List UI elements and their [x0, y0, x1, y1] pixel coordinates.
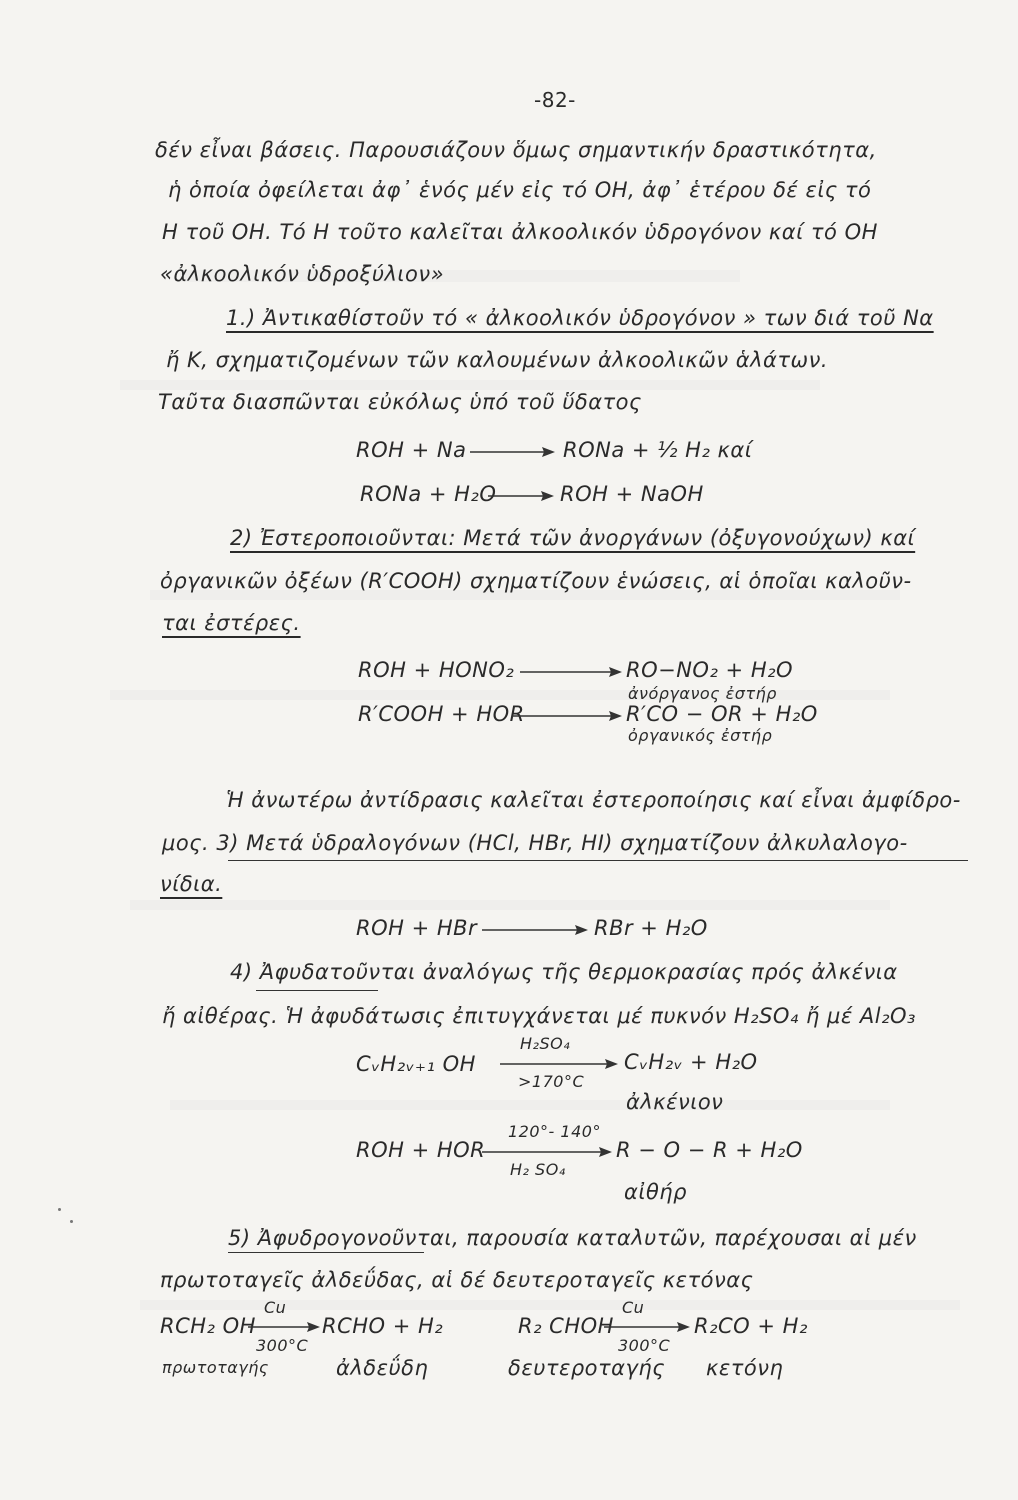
reaction-arrow	[604, 1321, 690, 1333]
equation-left: CᵥH₂ᵥ₊₁ OH	[356, 1052, 476, 1076]
text-line: 5) Ἀφυδρογονοῦνται, παρουσία καταλυτῶν, παρέχουσαι αἱ μέν	[228, 1226, 917, 1250]
equation-left: R′COOH + HOR	[358, 702, 525, 726]
underline	[228, 860, 968, 861]
reaction-arrow	[482, 1146, 612, 1158]
equation-note: αἰθήρ	[624, 1180, 687, 1204]
equation-left: RONa + H₂O	[360, 482, 497, 506]
equation-note: ἀλκένιον	[626, 1090, 724, 1114]
arrow-condition-above: H₂SO₄	[520, 1034, 571, 1053]
speck	[58, 1208, 61, 1211]
text-line: 4) Ἀφυδατοῦνται ἀναλόγως τῆς θερμοκρασίας πρός ἀλκένια	[230, 960, 898, 984]
equation-left: RCH₂ OH	[160, 1314, 256, 1338]
underline	[228, 1252, 424, 1253]
text-line: Η τοῦ ΟΗ. Τό Η τοῦτο καλεῖται ἀλκοολικόν ὑδρογόνον καί τό ΟΗ	[162, 220, 878, 244]
bleed-through	[120, 380, 820, 390]
underline	[256, 990, 378, 991]
reaction-arrow	[248, 1321, 320, 1333]
text-line: ἤ αἰθέρας. Ἡ ἀφυδάτωσις ἐπιτυγχάνεται μέ πυκνόν H₂SO₄ ἤ μέ Al₂O₃	[162, 1004, 916, 1028]
equation-note: δευτεροταγής	[508, 1356, 666, 1380]
text-line: «ἀλκοολικόν ὑδροξύλιον»	[160, 262, 445, 286]
equation-right: R₂CO + H₂	[694, 1314, 808, 1338]
arrow-condition-below: >170°C	[518, 1072, 585, 1091]
equation-note: κετόνη	[706, 1356, 784, 1380]
text-line: Ἡ ἀνωτέρω ἀντίδρασις καλεῖται ἐστεροποίησις καί εἶναι ἀμφίδρο-	[226, 788, 961, 812]
text-line: δέν εἶναι βάσεις. Παρουσιάζουν ὅμως σημαντικήν δραστικότητα,	[155, 138, 877, 162]
equation-note: ὀργανικός ἐστήρ	[628, 726, 773, 745]
equation-left: ROH + HOR	[356, 1138, 486, 1162]
text-line: 2) Ἐστεροποιοῦνται: Μετά τῶν ἀνοργάνων (ὀξυγονούχων) καί	[230, 526, 916, 550]
text-line: Ταῦτα διασπῶνται εὐκόλως ὑπό τοῦ ὕδατος	[158, 390, 642, 414]
equation-right: RO−NO₂ + H₂O	[626, 658, 794, 682]
arrow-condition-above: Cu	[264, 1298, 287, 1317]
equation-right: R − O − R + H₂O	[616, 1138, 803, 1162]
reaction-arrow	[512, 710, 622, 722]
text-line: ἤ Κ, σχηματιζομένων τῶν καλουμένων ἀλκοολικῶν ἁλάτων.	[166, 348, 829, 372]
arrow-condition-below: H₂ SO₄	[510, 1160, 566, 1179]
equation-right: R′CO − OR + H₂O	[626, 702, 818, 726]
text-line: μος. 3) Μετά ὑδραλογόνων (HCl, HBr, HI) σχηματίζουν ἀλκυλαλογο-	[162, 831, 908, 855]
text-line: ὀργανικῶν ὀξέων (R′COOH) σχηματίζουν ἑνώσεις, αἱ ὁποῖαι καλοῦν-	[160, 569, 912, 593]
arrow-condition-below: 300°C	[618, 1336, 671, 1355]
equation-note: ἀνόργανος ἐστήρ	[628, 684, 777, 703]
equation-left: ROH + HBr	[356, 916, 478, 940]
equation-right: CᵥH₂ᵥ + H₂O	[624, 1050, 758, 1074]
reaction-arrow	[470, 446, 555, 458]
equation-right: ROH + NaOH	[560, 482, 704, 506]
speck	[70, 1220, 73, 1223]
arrow-condition-above: 120°- 140°	[508, 1122, 601, 1141]
equation-right: RCHO + H₂	[322, 1314, 444, 1338]
equation-left: R₂ CHOH	[518, 1314, 614, 1338]
reaction-arrow	[488, 490, 554, 502]
reaction-arrow	[520, 666, 622, 678]
text-line: νίδια.	[160, 872, 223, 896]
equation-note: πρωτοταγής	[162, 1358, 269, 1377]
reaction-arrow	[482, 924, 588, 936]
equation-left: ROH + Na	[356, 438, 467, 462]
equation-right: RBr + H₂O	[594, 916, 708, 940]
bleed-through	[170, 1100, 890, 1110]
arrow-condition-below: 300°C	[256, 1336, 309, 1355]
text-line: πρωτοταγεῖς ἀλδεΰδας, αἱ δέ δευτεροταγεῖς κετόνας	[160, 1268, 754, 1292]
bleed-through	[140, 1300, 960, 1310]
equation-note: ἀλδεΰδη	[336, 1356, 429, 1380]
page-number: -82-	[534, 88, 576, 112]
text-line: ἡ ὁποία ὀφείλεται ἀφ᾽ ἑνός μέν εἰς τό ΟΗ, ἀφ᾽ ἑτέρου δέ εἰς τό	[168, 178, 872, 202]
equation-left: ROH + HONO₂	[358, 658, 515, 682]
arrow-condition-above: Cu	[622, 1298, 645, 1317]
text-line: ται ἐστέρες.	[162, 611, 301, 635]
text-line: 1.) Ἀντικαθίστοῦν τό « ἀλκοολικόν ὑδρογόνον » των διά τοῦ Να	[226, 306, 934, 330]
bleed-through	[130, 900, 890, 910]
equation-right: RONa + ½ H₂ καί	[563, 438, 753, 462]
reaction-arrow	[500, 1058, 618, 1070]
